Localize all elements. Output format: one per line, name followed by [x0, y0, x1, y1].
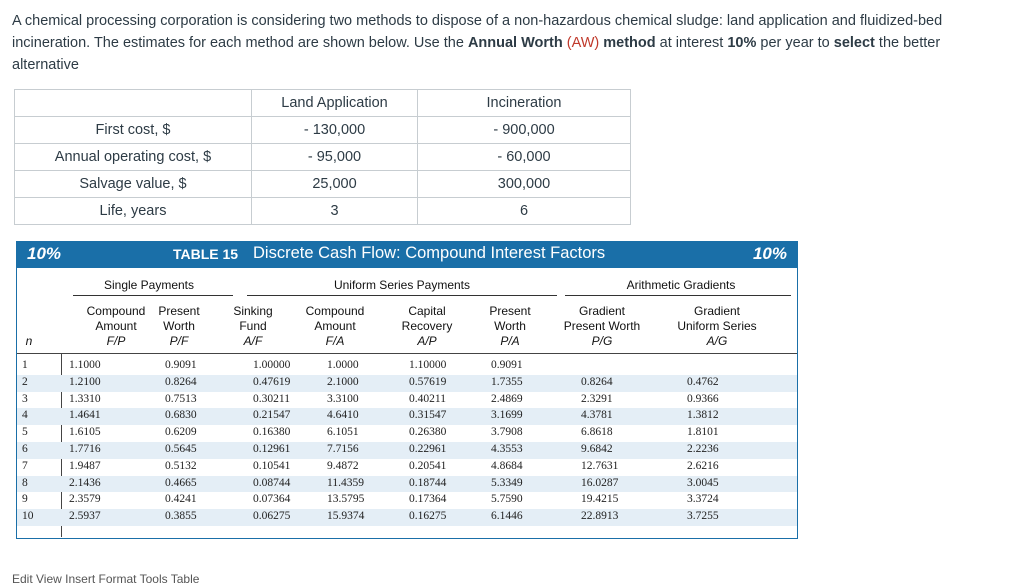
- factor-cell: 2.4869: [491, 392, 523, 405]
- col-header-line: F/P: [106, 334, 126, 348]
- estimates-cell: - 130,000: [252, 117, 418, 144]
- estimates-header-incineration: Incineration: [418, 90, 631, 117]
- factor-row: [17, 392, 797, 409]
- factor-row: [17, 408, 797, 425]
- factor-cell: 15.9374: [327, 510, 365, 523]
- col-header-line: Worth: [163, 319, 195, 333]
- factor-row: [17, 492, 797, 509]
- estimates-header-blank: [15, 90, 252, 117]
- header-divider: [17, 353, 797, 354]
- factor-cell: 0.16275: [409, 510, 447, 523]
- factor-row: [17, 358, 797, 375]
- problem-statement: [12, 10, 992, 76]
- rate-label-right: 10%: [752, 244, 787, 263]
- col-header-line: Gradient: [578, 304, 626, 318]
- period-n-cell: 8: [22, 476, 28, 489]
- col-header-line: Compound: [86, 304, 146, 318]
- factor-cell: 11.4359: [327, 476, 364, 489]
- col-header-line: Capital: [408, 304, 446, 318]
- col-header-line: Recovery: [401, 319, 453, 333]
- col-header-line: [17, 304, 41, 319]
- table-number: TABLE 15: [173, 246, 239, 262]
- col-header-line: Sinking: [233, 304, 273, 318]
- col-header-line: Amount: [95, 319, 137, 333]
- group-divider: [247, 295, 557, 296]
- factor-cell: 7.7156: [327, 443, 359, 455]
- factor-cell: 0.21547: [253, 409, 291, 422]
- factor-table-title: Discrete Cash Flow: Compound Interest Factors: [253, 244, 606, 262]
- col-header-line: Amount: [314, 319, 356, 333]
- estimates-cell: 6: [418, 198, 631, 225]
- factor-cell: 1.3812: [687, 409, 719, 422]
- factor-cell: 6.8618: [581, 426, 613, 439]
- factor-cell: 3.7255: [687, 510, 719, 523]
- factor-cell: 0.47619: [253, 375, 291, 388]
- factor-cell: 5.3349: [491, 476, 523, 489]
- period-n-cell: 9: [22, 493, 28, 506]
- col-header-line: Present Worth: [563, 319, 641, 333]
- factor-cell: 9.4872: [327, 459, 359, 472]
- factor-cell: 4.6410: [327, 409, 359, 422]
- estimates-row-label: First cost, $: [15, 117, 252, 144]
- factor-cell: 0.18744: [409, 476, 447, 489]
- period-n-cell: 1: [22, 359, 28, 371]
- factor-cell: 4.8684: [491, 459, 523, 472]
- col-header-line: P/A: [500, 334, 520, 348]
- rate-label-left: 10%: [27, 244, 62, 263]
- estimates-cell: 25,000: [252, 171, 418, 198]
- factor-cell: 0.8264: [165, 375, 197, 388]
- factor-row: [17, 459, 797, 476]
- factor-cell: 0.9366: [687, 392, 719, 405]
- col-header-n: [17, 304, 41, 349]
- col-header-line: A/F: [243, 334, 263, 348]
- factor-cell: 0.06275: [253, 510, 291, 523]
- group-arithmetic-gradients: Arithmetic Gradients: [626, 278, 736, 292]
- factor-cell: 0.9091: [491, 359, 523, 371]
- period-n-cell: 2: [22, 375, 28, 388]
- factor-cell: 4.3781: [581, 409, 613, 422]
- factor-cell: 0.08744: [253, 476, 291, 489]
- period-n-cell: 7: [22, 459, 28, 472]
- col-header-line: Present: [489, 304, 531, 318]
- estimates-header-land: Land Application: [252, 90, 418, 117]
- group-divider: [565, 295, 791, 296]
- factor-cell: 0.4665: [165, 476, 197, 489]
- col-header-line: [17, 319, 41, 334]
- col-header-fa: [295, 304, 375, 349]
- factor-cell: 2.5937: [69, 510, 101, 523]
- factor-row: [17, 425, 797, 442]
- col-header-line: Worth: [494, 319, 526, 333]
- factor-cell: 0.4762: [687, 375, 719, 388]
- estimates-cell: 3: [252, 198, 418, 225]
- factor-row: [17, 509, 797, 526]
- factor-cell: 1.9487: [69, 459, 101, 472]
- factor-cell: 1.0000: [327, 359, 359, 371]
- factor-cell: 4.3553: [491, 443, 523, 455]
- method-label: method: [599, 35, 656, 51]
- col-header-line: Gradient: [693, 304, 741, 318]
- factor-row: [17, 476, 797, 493]
- factor-cell: 1.7716: [69, 443, 101, 455]
- factor-cell: 3.3100: [327, 392, 359, 405]
- estimates-row: [15, 171, 631, 198]
- period-n-cell: 10: [22, 510, 34, 523]
- factor-cell: 0.30211: [253, 392, 290, 405]
- col-header-line: A/P: [417, 334, 437, 348]
- col-header-af: [223, 304, 283, 349]
- factor-cell: 1.10000: [409, 359, 447, 371]
- period-n-cell: 6: [22, 443, 28, 455]
- factor-cell: 1.3310: [69, 392, 101, 405]
- estimates-row: [15, 144, 631, 171]
- col-header-line: P/F: [169, 334, 189, 348]
- factor-row: [17, 442, 797, 459]
- col-header-pa: [480, 304, 540, 349]
- factor-cell: 5.7590: [491, 493, 523, 506]
- estimates-cell: - 95,000: [252, 144, 418, 171]
- factor-cell: 1.4641: [69, 409, 101, 422]
- factor-cell: 16.0287: [581, 476, 619, 489]
- factor-cell: 1.7355: [491, 375, 523, 388]
- estimates-row: [15, 117, 631, 144]
- col-header-line: F/A: [325, 334, 345, 348]
- col-header-pf: [149, 304, 209, 349]
- factor-cell: 0.3855: [165, 510, 197, 523]
- factor-cell: 12.7631: [581, 459, 619, 472]
- select-label: select: [833, 35, 875, 51]
- factor-cell: 0.40211: [409, 392, 446, 405]
- factor-cell: 1.00000: [253, 359, 291, 371]
- factor-cell: 0.22961: [409, 443, 447, 455]
- factor-cell: 0.20541: [409, 459, 447, 472]
- col-header-line: P/G: [591, 334, 613, 348]
- factor-cell: 0.5645: [165, 443, 197, 455]
- factor-cell: 2.6216: [687, 459, 719, 472]
- problem-text-1: A chemical processing corporation is considering two methods to dispose of a non-hazardous chemical sludge: land application and fluidized-bed incineration. The estimates for each method are shown below. Use the: [12, 13, 943, 51]
- interest-rate: 10%: [727, 35, 757, 51]
- factor-cell: 1.2100: [69, 375, 101, 388]
- factor-cell: 2.3291: [581, 392, 613, 405]
- factor-cell: 0.57619: [409, 375, 447, 388]
- estimates-table: [14, 89, 631, 225]
- editor-menu-bar-cutoff: Edit View Insert Format Tools Table: [12, 572, 200, 586]
- period-n-cell: 5: [22, 426, 28, 439]
- factor-cell: 9.6842: [581, 443, 613, 455]
- factor-cell: 22.8913: [581, 510, 619, 523]
- factor-cell: 3.0045: [687, 476, 719, 489]
- factor-cell: 3.3724: [687, 493, 719, 506]
- factor-row: [17, 375, 797, 392]
- factor-cell: 0.4241: [165, 493, 197, 506]
- estimates-header-row: [15, 90, 631, 117]
- factor-cell: 19.4215: [581, 493, 619, 506]
- factor-cell: 0.7513: [165, 392, 197, 405]
- factor-cell: 0.07364: [253, 493, 291, 506]
- factor-cell: 1.1000: [69, 359, 101, 371]
- col-header-fp: [76, 304, 156, 349]
- problem-text-4: the better alternative: [12, 35, 941, 73]
- group-divider: [73, 295, 233, 296]
- factor-cell: 0.6209: [165, 426, 197, 439]
- col-header-pg: [552, 304, 652, 349]
- estimates-row-label: Annual operating cost, $: [15, 144, 252, 171]
- estimates-row-label: Life, years: [15, 198, 252, 225]
- factor-cell: 3.1699: [491, 409, 523, 422]
- period-n-cell: 3: [22, 392, 28, 405]
- factor-cell: 3.7908: [491, 426, 523, 439]
- factor-cell: 0.8264: [581, 375, 613, 388]
- aw-abbrev: (AW): [566, 35, 600, 51]
- factor-cell: 2.2236: [687, 443, 719, 455]
- factor-cell: 0.10541: [253, 459, 291, 472]
- factor-table-title-bar: [17, 242, 797, 268]
- factor-cell: 2.3579: [69, 493, 101, 506]
- col-header-line: n: [25, 334, 33, 348]
- factor-cell: 0.5132: [165, 459, 197, 472]
- factor-cell: 0.12961: [253, 443, 291, 455]
- interest-factor-table: [16, 241, 798, 539]
- problem-text-3: per year to: [756, 35, 834, 51]
- group-uniform-series: Uniform Series Payments: [333, 278, 471, 292]
- col-header-line: Present: [158, 304, 200, 318]
- problem-text-2: at interest: [655, 35, 728, 51]
- factor-cell: 6.1446: [491, 510, 523, 523]
- factor-cell: 0.26380: [409, 426, 447, 439]
- col-header-line: A/G: [706, 334, 728, 348]
- factor-cell: 13.5795: [327, 493, 365, 506]
- col-header-ag: [662, 304, 772, 349]
- factor-cell: 0.16380: [253, 426, 291, 439]
- estimates-row: [15, 198, 631, 225]
- factor-cell: 0.9091: [165, 359, 197, 371]
- factor-cell: 2.1000: [327, 375, 359, 388]
- factor-cell: 1.6105: [69, 426, 101, 439]
- factor-cell: 0.31547: [409, 409, 447, 422]
- factor-cell: 6.1051: [327, 426, 359, 439]
- factor-cell: 2.1436: [69, 476, 101, 489]
- factor-cell: 0.17364: [409, 493, 447, 506]
- estimates-cell: 300,000: [418, 171, 631, 198]
- aw-label: Annual Worth: [467, 35, 567, 51]
- col-header-line: Fund: [239, 319, 267, 333]
- estimates-cell: - 900,000: [418, 117, 631, 144]
- col-header-line: Uniform Series: [677, 319, 757, 333]
- col-header-ap: [392, 304, 462, 349]
- estimates-cell: - 60,000: [418, 144, 631, 171]
- period-n-cell: 4: [22, 409, 28, 422]
- estimates-row-label: Salvage value, $: [15, 171, 252, 198]
- col-header-line: Compound: [305, 304, 365, 318]
- factor-cell: 1.8101: [687, 426, 719, 439]
- group-single-payments: Single Payments: [103, 278, 195, 292]
- factor-cell: 0.6830: [165, 409, 197, 422]
